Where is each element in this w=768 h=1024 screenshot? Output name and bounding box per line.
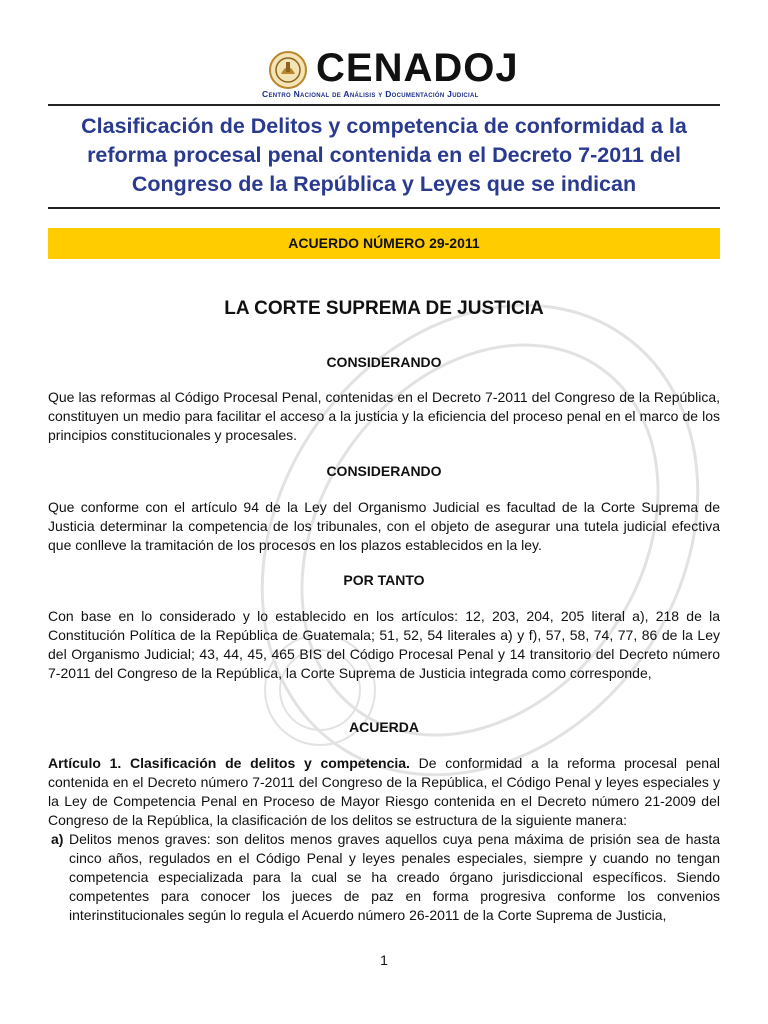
articulo-1-paragraph: [48, 754, 720, 830]
brand-logo-text: CENADOJ: [316, 46, 519, 90]
page-number: 1: [380, 952, 388, 968]
articulo-1-text: De conformidad a la reforma procesal penal contenida en el Decreto número 7-2011 del Congreso de la República, el Código Penal y leyes especiales y la Ley de Competencia Penal en Proceso de Mayor Riesgo contenida en el Decreto número 21-2009 del Congreso de la República, la clasificación de los delitos se estructura de la siguiente manera:: [48, 755, 720, 828]
articulo-1-title: Artículo 1. Clasificación de delitos y competencia.: [48, 755, 410, 771]
acuerdo-number-band: ACUERDO NÚMERO 29-2011: [48, 228, 720, 259]
document-title: Clasificación de Delitos y competencia de conformidad a la reforma procesal penal contenida en el Decreto 7-2011 del Congreso de la República y Leyes que se indican: [81, 114, 687, 196]
list-item-a-text: Delitos menos graves: son delitos menos graves aquellos cuya pena máxima de prisión sea de hasta cinco años, regulados en el Código Penal y leyes penales especiales, siempre y cuando no tengan competencia especializada para la cual se ha creado órgano jurisdiccional específicos. Siendo competentes para conocer los jueces de paz en forma progresiva conforme los convenios interinstitucionales según lo regula el Acuerdo número 26-2011 de la Corte Suprema de Justicia,: [69, 831, 720, 923]
considerando-heading-1: CONSIDERANDO: [326, 354, 442, 370]
judicial-seal-icon: [268, 50, 308, 90]
considerando-heading-2: CONSIDERANDO: [326, 463, 442, 479]
considerando-paragraph-2: Que conforme con el artículo 94 de la Ley del Organismo Judicial es facultad de la Corte Suprema de Justicia determinar la competencia de los tribunales, con el objeto de asegurar una tutela judicial efectiva que conlleve la tramitación de los procesos en los plazos establecidos en la ley.: [48, 499, 720, 553]
considerando-paragraph-1: Que las reformas al Código Procesal Penal, contenidas en el Decreto 7-2011 del Congreso de la República, constituyen un medio para facilitar el acceso a la justicia y la eficiencia del proceso penal en el marco de los principios constitucionales y procesales.: [48, 389, 720, 443]
list-marker-a: a): [51, 831, 64, 847]
portanto-paragraph: Con base en lo considerado y lo establecido en los artículos: 12, 203, 204, 205 literal a), 218 de la Constitución Política de la República de Guatemala; 51, 52, 54 literales a) y f), 57, 58, 74, 77, 86 de la Ley del Organismo Judicial; 43, 44, 45, 465 BIS del Código Procesal Penal y 14 transitorio del Decreto número 7-2011 del Congreso de la República, la Corte Suprema de Justicia integrada como corresponde,: [48, 608, 720, 681]
document-header: [0, 44, 768, 104]
brand-subtitle: Centro Nacional de Análisis y Documentación Judicial: [262, 89, 479, 99]
title-divider-bottom: [48, 207, 720, 209]
acuerda-heading: ACUERDA: [349, 719, 419, 735]
list-item-a: [48, 830, 720, 925]
court-heading: LA CORTE SUPREMA DE JUSTICIA: [224, 298, 544, 319]
portanto-heading: POR TANTO: [343, 572, 425, 588]
title-divider-top: [48, 104, 720, 106]
